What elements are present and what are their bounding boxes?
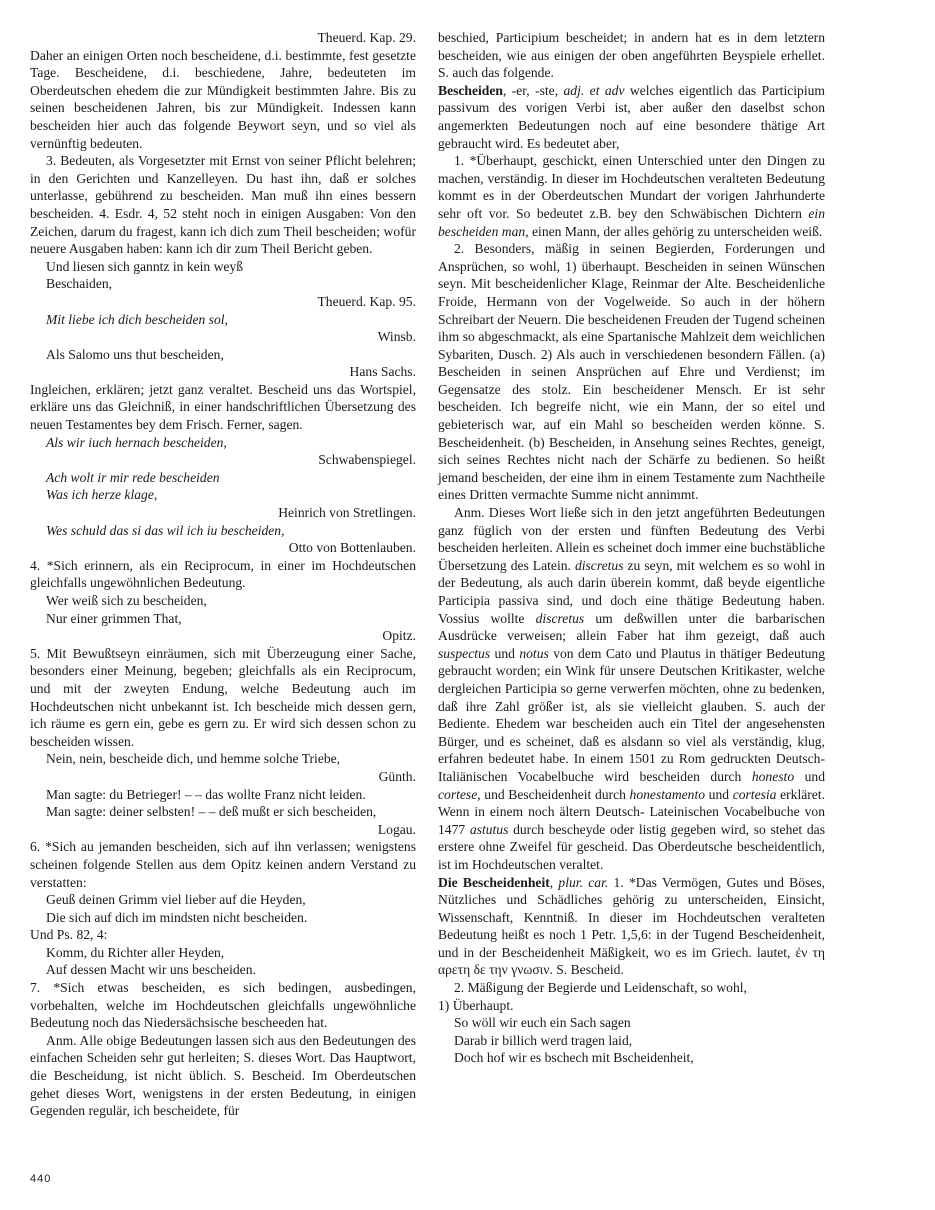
source-citation: Opitz. — [382, 628, 416, 644]
paragraph-5: 5. Mit Bewußtseyn einräumen, sich mit Überzeugung einer Sache, besonders einer Meinung, begeben; gleichfalls als ein Reciprocum, und mit der zweyten Endung, welche Bedeutung auch im Hochdeutschen nicht unbekannt ist. Ich bescheide mich dessen gern, ich räume es gern ein, gebe es gern zu. Er wird sich dessen schon zu bescheiden wissen. — [30, 645, 416, 749]
source-citation: Theuerd. Kap. 95. — [317, 293, 416, 309]
paragraph-4: 4. *Sich erinnern, als ein Reciprocum, in einer im Hochdeutschen gleichfalls ungewöhnlichen Bedeutung. — [30, 557, 416, 591]
verse-line: Als wir iuch hernach bescheiden, — [46, 434, 227, 450]
paragraph: beschied, Participium bescheidet; in andern hat es in dem letztern bescheiden, wie aus einigen der oben angeführten Beyspiele erhellet. S. auch das folgende. — [438, 30, 825, 81]
entry-text: welches eigentlich das Participium passivum des vorigen Verbi ist, aber außer den daselbst schon angemerkten Bedeutungen noch auf eine besondere thätige Art gebraucht wird. Es bedeutet aber, — [438, 82, 825, 151]
paragraph-3: 3. Bedeuten, als Vorgesetzter mit Ernst von seiner Pflicht belehren; in den Gerichten und Kanzelleyen. Du hast ihn, daß er solches unterlasse, gebührend zu bescheiden. Man muß ihn eines bessern bescheiden. 4. Esdr. 4, 52 steht noch in einigen Ausgaben: Von den Zeichen, darum du fragest, kann ich dich zum Theil bescheiden; wofür neuere Ausgaben haben: kann ich dir zum Theil Bericht geben. — [30, 153, 416, 257]
entry-bescheiden — [438, 82, 825, 152]
source-citation: Theuerd. Kap. 29. — [317, 30, 416, 45]
verse-line: Ach wolt ir mir rede bescheiden — [46, 469, 220, 485]
left-column — [30, 29, 416, 1120]
right-column — [438, 29, 825, 1067]
verse-line: Man sagte: deiner selbsten! – – deß mußt er sich bescheiden, — [46, 804, 377, 820]
paragraph: Daher an einigen Orten noch bescheidene, d.i. bestimmte, fest gesetzte Tage. Bescheidene, d.i. beschiedene, Jahre, bedeuteten im Oberdeutschen ehedem die zur Mündigkeit bestimmten Jahre. Bis zu seinen bescheidenen Jahren, bis zur Mündigkeit. Indessen kann bescheiden hier auch das folgende Beywort seyn, und so viel als vernünftig bedeuten. — [30, 47, 416, 151]
verse-line: Auf dessen Macht wir uns bescheiden. — [46, 962, 256, 978]
verse-line: Als Salomo uns thut bescheiden, — [46, 346, 224, 362]
entry-forms: , -er, -ste, — [502, 82, 564, 98]
source-citation: Hans Sachs. — [349, 364, 416, 380]
entry-text: 1. *Das Vermögen, Gutes und Böses, Nützliches und Schädliches gehörig zu unterscheiden, Einsicht, Wissenschaft, Kenntniß. In dieser im Hochdeutschen veralteten Bedeutung heißt es noch 1 Petr. 1,5,6: in der Tugend Bescheidenheit, und in der Bescheidenheit Mäßigkeit, wo es im Griech. lautet, ἐν τη αρετη δε την γνωσιν. S. Bescheid. — [438, 874, 826, 978]
verse-line: Und liesen sich ganntz in kein weyß — [46, 258, 244, 274]
entry-grammar: adj. et adv — [563, 82, 625, 98]
source-citation: Winsb. — [377, 329, 416, 345]
sense-2: 2. Besonders, mäßig in seinen Begierden, Forderungen und Ansprüchen, so wohl, 1) überhaupt. Bescheiden in seinen Wünschen seyn. Mit bescheidenlicher Klage, Reinmar der Alte. Bescheidenliche Froide, Hermann von der Vogelweide. So auch in der höhern Schreibart der Neuern. Die bescheidenen Freuden der Tugend scheinen ihm so abgeschmackt, als eine Spartanische Mahlzeit dem weichlichen Sybariten, Dusch. 2) Als auch in verschiedenen besondern Fällen. (a) Bescheiden in seinen Ansprüchen auf Ehre und Verdienst; im Gegensatze des stolz. Ein bescheidener Mensch. Er ist sehr bescheiden. Ich begreife nicht, wie ein Mann, der so eitel und gebieterisch war, auf ein Mahl so bescheiden werden könne. S. Bescheidenheit. (b) Bescheiden, in Ansehung seines Rechtes, geneigt, sich seines Rechtes nicht nach der Schärfe zu bedienen. So heißt jemand bescheiden, der eine ihm in einem Testamente zum Nachtheile eines Dritten vermachte Summe nicht annimmt. — [438, 241, 825, 503]
source-citation: Günth. — [378, 768, 416, 784]
verse-line: Was ich herze klage, — [46, 487, 158, 503]
verse-line: So wöll wir euch ein Sach sagen — [454, 1015, 631, 1031]
verse-line: Mit liebe ich dich bescheiden sol, — [46, 311, 228, 327]
sense-1: 1. *Überhaupt, geschickt, einen Unterschied unter den Dingen zu machen, verständig. In dieser im Hochdeutschen veralteten Bedeutung kommt es in der Oberdeutschen Mundart der vorigen Jahrhunderte sehr oft vor. So bedeutet z.B. bey den Schwäbischen Dichtern ein bescheiden man, einen Mann, der alles gehörig zu unterscheiden weiß. — [438, 153, 825, 239]
source-citation: Heinrich von Stretlingen. — [278, 505, 416, 521]
paragraph-7: 7. *Sich etwas bescheiden, es sich bedingen, ausbedingen, vorbehalten, welche im Hochdeutschen gleichfalls ungewöhnliche Bedeutung noch das Niedersächsische bescheeden hat. — [30, 980, 416, 1031]
sense-2: 2. Mäßigung der Begierde und Leidenschaft, so wohl, — [454, 980, 747, 996]
source-citation: Otto von Bottenlauben. — [288, 540, 416, 556]
verse-line: Darab ir billich werd tragen laid, — [454, 1032, 633, 1048]
paragraph-6: 6. *Sich au jemanden bescheiden, sich auf ihn verlassen; wenigstens scheinen folgende Stellen aus dem Opitz keinen andern Verstand zu verstatten: — [30, 839, 416, 890]
verse-line: Nur einer grimmen That, — [46, 610, 182, 626]
entry-grammar: plur. car. — [558, 874, 609, 890]
source-citation: Schwabenspiegel. — [318, 452, 416, 468]
verse-line: Wes schuld das si das wil ich iu bescheiden, — [46, 522, 285, 538]
verse-line: Die sich auf dich im mindsten nicht bescheiden. — [46, 909, 308, 925]
entry-bescheidenheit: Die Bescheidenheit, plur. car. 1. *Das Vermögen, Gutes und Böses, Nützliches und Schädliches gehörig zu unterscheiden, Einsicht, Wissenschaft, Kenntniß. In dieser im Hochdeutschen veralteten Bedeutung heißt es noch 1 Petr. 1,5,6: in der Tugend Bescheidenheit, und in der Bescheidenheit Mäßigkeit, wo es im Griech. lautet, ἐν τη αρετη δε την γνωσιν. S. Bescheid. — [438, 874, 826, 978]
psalm-reference: Und Ps. 82, 4: — [30, 927, 108, 943]
annotation: Anm. Alle obige Bedeutungen lassen sich aus den Bedeutungen des einfachen Scheiden sehr gut herleiten; S. dieses Wort. Das Hauptwort, die Bescheidung, ist nicht üblich. S. Bescheid. Im Oberdeutschen gehet dieses Wort, wenigstens in der ersten Bedeutung, in einigen Gegenden regulär, ich bescheidete, für — [30, 1032, 416, 1119]
annotation: Anm. Dieses Wort ließe sich in den jetzt angeführten Bedeutungen ganz füglich von der ersten und fünften Bedeutung des Verbi bescheiden herleiten. Allein es scheinet doch immer eine buchstäbliche Übersetzung des Latein. discretus zu seyn, mit welchem es so wohl in der Bedeutung, als auch darin überein kommt, daß beyde eigentliche Participia passiva sind, und doch eine thätige Bedeutung haben. Vossius wollte discretus um deßwillen unter die barbarischen Ausdrücke verweisen; allein Faber hat ihm gezeigt, daß auch suspectus und notus von dem Cato und Plautus in thätiger Bedeutung gebraucht worden; ein Wink für unsere Deutschen Kritikaster, welche dergleichen Participia so gerne verwerfen möchten, ohne zu bedenken, daß ihre Zahl größer ist, als sie vielleicht glauben. S. auch der Bediente. Ehedem war bescheiden auch ein Titel der angesehensten Bürger, und es scheinet, daß es alsdann so viel als verständig, klug, erfahren bedeutet habe. In einem 1501 zu Rom gedruckten Deutsch- Italiänischen Vocabelbuche wird bescheiden durch honesto und cortese, und Bescheidenheit durch honestamento und cortesia erkläret. Wenn in einem noch ältern Deutsch- Lateinischen Vocabelbuche von 1477 astutus durch bescheyde oder listig gegeben wird, so stehet das erstere ohne Zweifel für gescheid. Das Oberdeutsche bescheidentlich, ist im Hochdeutschen veraltet. — [438, 505, 826, 872]
entry-headword: Die Bescheidenheit — [438, 874, 550, 890]
verse-line: Beschaiden, — [46, 276, 113, 292]
verse-line: Nein, nein, bescheide dich, und hemme solche Triebe, — [46, 751, 341, 767]
subsense: 1) Überhaupt. — [438, 997, 514, 1013]
verse-line: Man sagte: du Betrieger! – – das wollte Franz nicht leiden. — [46, 786, 366, 802]
page-number: 440 — [30, 1173, 52, 1185]
verse-line: Wer weiß sich zu bescheiden, — [46, 593, 207, 608]
verse-line: Komm, du Richter aller Heyden, — [46, 944, 225, 960]
source-citation: Logau. — [377, 821, 416, 837]
verse-line: Geuß deinen Grimm viel lieber auf die Heyden, — [46, 892, 306, 908]
entry-headword: Bescheiden — [438, 82, 503, 98]
paragraph: Ingleichen, erklären; jetzt ganz veraltet. Bescheid uns das Wortspiel, erkläre uns das Gleichniß, in einer handschriftlichen Übersetzung des neuen Testamentes bey dem Frisch. Ferner, sagen. — [30, 381, 416, 433]
verse-line: Doch hof wir es bschech mit Bscheidenheit, — [454, 1050, 694, 1066]
